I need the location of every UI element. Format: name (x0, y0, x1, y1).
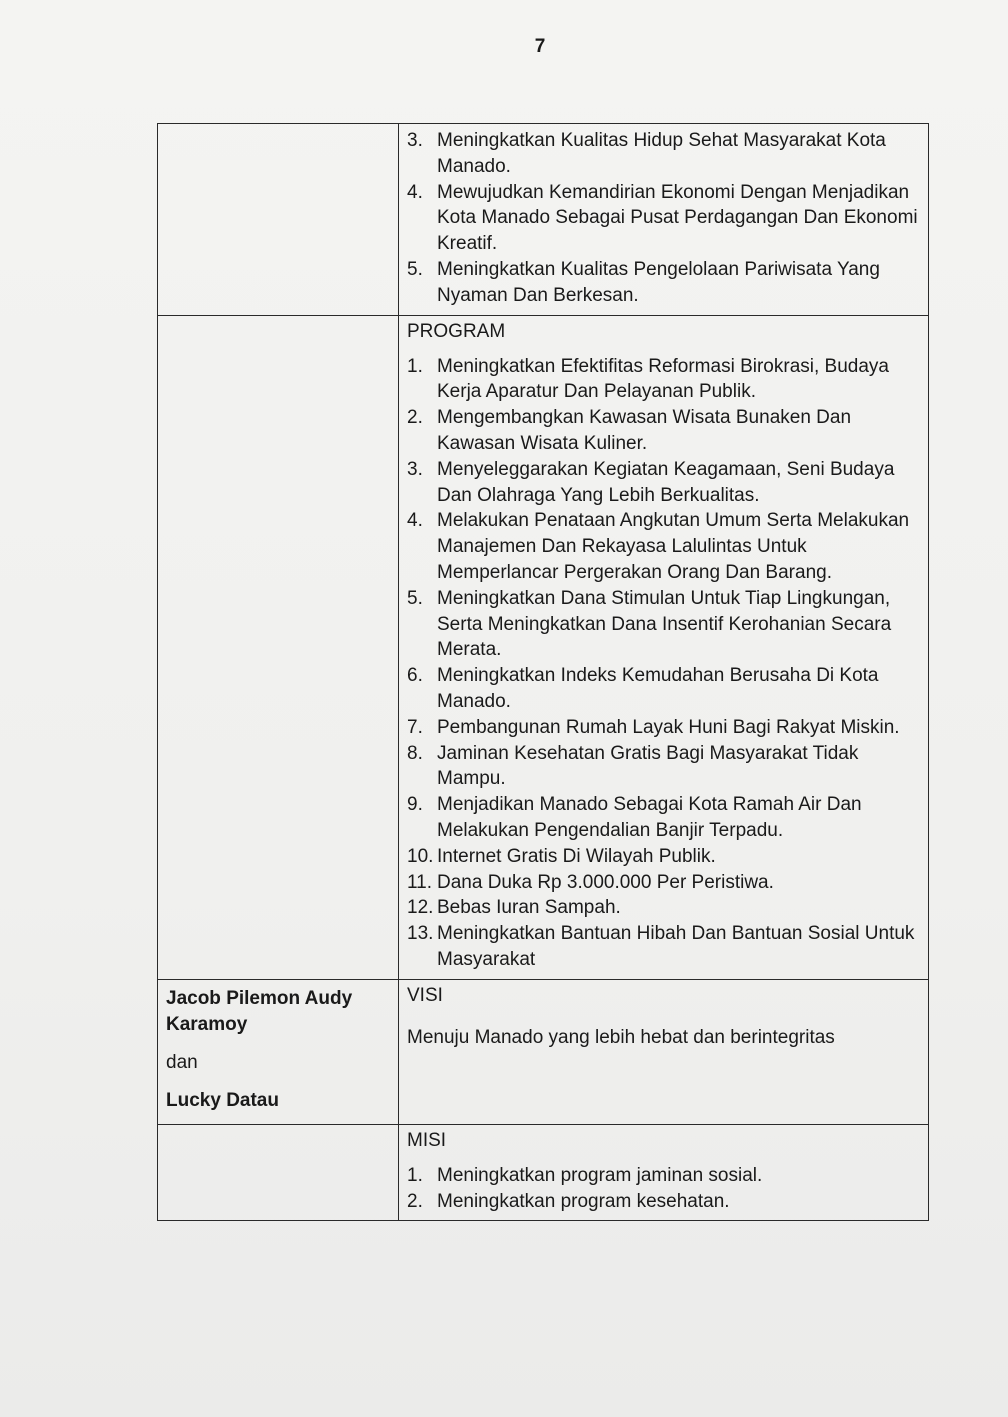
list-item-text: Menyeleggarakan Kegiatan Keagamaan, Seni Budaya Dan Olahraga Yang Lebih Berkualitas. (437, 458, 895, 506)
list-item-text: Meningkatkan program jaminan sosial. (437, 1164, 763, 1186)
visi-text: Menuju Manado yang lebih hebat dan berintegritas (407, 1026, 835, 1048)
table-row (158, 315, 929, 979)
list-item (407, 844, 920, 870)
list-item-number: 8. (407, 742, 423, 764)
list-item-text: Meningkatkan program kesehatan. (437, 1190, 730, 1212)
table-row (158, 1124, 929, 1221)
list-item-number: 1. (407, 355, 423, 377)
list-item-number: 2. (407, 407, 423, 429)
list-item-number: 2. (407, 1190, 423, 1212)
list-item-text: Mengembangkan Kawasan Wisata Bunaken Dan Kawasan Wisata Kuliner. (437, 407, 852, 454)
list-item-number: 3. (407, 130, 423, 151)
list-item (407, 792, 920, 844)
list-item (407, 741, 920, 793)
list-item-text: Bebas Iuran Sampah. (437, 897, 621, 919)
candidate-cell-empty (158, 1124, 399, 1221)
list-item (407, 180, 920, 257)
list-item (407, 354, 920, 406)
list-item (407, 457, 920, 509)
list-item-text: Meningkatkan Indeks Kemudahan Berusaha Di Kota Manado. (437, 665, 879, 712)
list-item-text: Meningkatkan Efektifitas Reformasi Birokrasi, Budaya Kerja Aparatur Dan Pelayanan Publik. (437, 355, 889, 403)
list-item-text: Dana Duka Rp 3.000.000 Per Peristiwa. (437, 871, 774, 893)
list-item (407, 586, 920, 663)
list-item-text: Meningkatkan Kualitas Hidup Sehat Masyarakat Kota Manado. (437, 130, 886, 177)
list-item-text: Meningkatkan Dana Stimulan Untuk Tiap Lingkungan, Serta Meningkatkan Dana Insentif Kerohanian Secara Merata. (437, 587, 892, 661)
list-item-number: 5. (407, 258, 423, 280)
candidate-name-1: Jacob Pilemon Audy Karamoy (166, 987, 353, 1035)
program-cell (399, 315, 929, 979)
list-item (407, 1163, 920, 1189)
list-item (407, 895, 920, 921)
list-item-number: 6. (407, 665, 423, 687)
misi-cell (399, 1124, 929, 1221)
table-row (158, 979, 929, 1124)
list-item-text: Internet Gratis Di Wilayah Publik. (437, 845, 716, 867)
list-item-number: 10. (407, 845, 434, 867)
candidate-cell-empty (158, 315, 399, 979)
table-row (158, 124, 929, 316)
candidate-cell (158, 979, 399, 1124)
list-item-number: 11. (407, 871, 433, 893)
list-item-number: 4. (407, 510, 423, 532)
list-item-text: Meningkatkan Kualitas Pengelolaan Pariwisata Yang Nyaman Dan Berkesan. (437, 258, 880, 306)
list-item (407, 128, 920, 180)
misi-heading: MISI (407, 1129, 447, 1151)
list-item-number: 12. (407, 897, 434, 919)
list-item-text: Mewujudkan Kemandirian Ekonomi Dengan Menjadikan Kota Manado Sebagai Pusat Perdagangan Dan Ekonomi Kreatif. (437, 181, 918, 255)
list-item-text: Pembangunan Rumah Layak Huni Bagi Rakyat Miskin. (437, 716, 900, 738)
list-item-number: 3. (407, 458, 423, 480)
page-number: 7 (534, 36, 546, 57)
program-heading: PROGRAM (407, 320, 506, 342)
program-list (407, 354, 920, 973)
visi-heading: VISI (407, 984, 443, 1006)
list-item-number: 5. (407, 587, 423, 609)
list-item (407, 663, 920, 715)
list-item (407, 257, 920, 309)
misi-list (407, 1163, 920, 1215)
list-item (407, 405, 920, 457)
list-item-number: 13. (407, 923, 434, 945)
list-item (407, 870, 920, 896)
list-item-text: Melakukan Penataan Angkutan Umum Serta Melakukan Manajemen Dan Rekayasa Lalulintas Untuk Memperlancar Pergerakan Orang Dan Barang. (437, 510, 910, 583)
list-item-text: Jaminan Kesehatan Gratis Bagi Masyarakat Tidak Mampu. (437, 742, 859, 790)
list-item (407, 715, 920, 741)
list-item (407, 1189, 920, 1215)
list-item-number: 9. (407, 794, 423, 816)
candidate-cell-empty (158, 124, 399, 316)
visi-cell (399, 979, 929, 1124)
list-item-text: Meningkatkan Bantuan Hibah Dan Bantuan Sosial Untuk Masyarakat (437, 923, 915, 970)
misi-list (407, 128, 920, 309)
list-item-number: 7. (407, 716, 423, 738)
candidate-name-2: Lucky Datau (166, 1089, 279, 1111)
misi-continued-cell (399, 124, 929, 316)
list-item (407, 508, 920, 585)
list-item-text: Menjadikan Manado Sebagai Kota Ramah Air Dan Melakukan Pengendalian Banjir Terpadu. (437, 794, 862, 841)
candidate-connector: dan (166, 1051, 198, 1073)
list-item-number: 4. (407, 181, 423, 203)
list-item-number: 1. (407, 1164, 423, 1186)
list-item (407, 921, 920, 973)
candidate-table (157, 123, 929, 1221)
